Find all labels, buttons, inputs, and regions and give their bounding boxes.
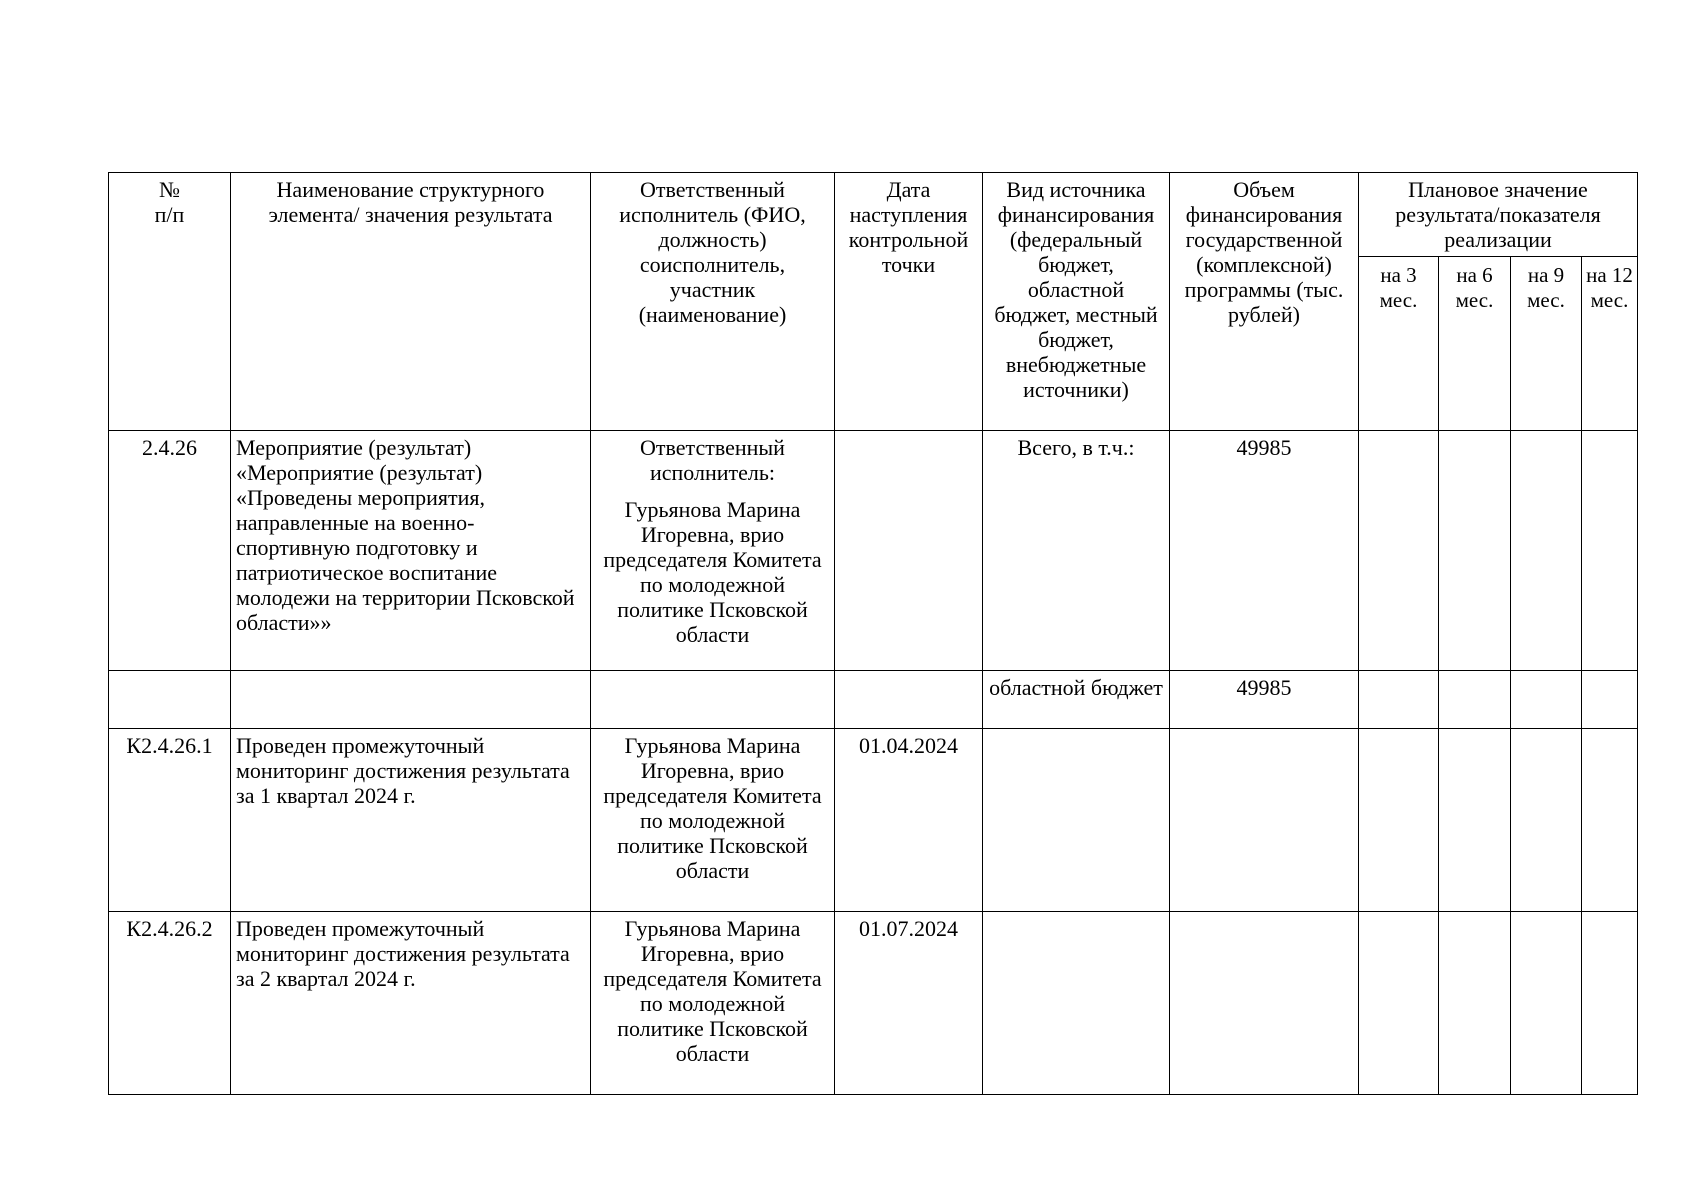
row-number	[109, 671, 231, 729]
row-number: 2.4.26	[109, 431, 231, 671]
header-source: Вид источника финансирования (федеральный бюджет, областной бюджет, местный бюджет, внебюджетные источники)	[983, 173, 1170, 431]
row-plan-9	[1511, 729, 1582, 912]
row-responsible: Гурьянова Марина Игоревна, врио председателя Комитета по молодежной политике Псковской области	[591, 729, 835, 912]
row-volume: 49985	[1170, 431, 1359, 671]
row-name: Мероприятие (результат) «Мероприятие (результат) «Проведены мероприятия, направленные на военно-спортивную подготовку и патриотическое воспитание молодежи на территории Псковской области»»	[231, 431, 591, 671]
row-volume	[1170, 912, 1359, 1095]
responsible-person: Гурьянова Марина Игоревна, врио председателя Комитета по молодежной политике Псковской области	[603, 497, 822, 647]
row-name: Проведен промежуточный мониторинг достижения результата за 2 квартал 2024 г.	[231, 912, 591, 1095]
row-source	[983, 912, 1170, 1095]
row-date	[835, 671, 983, 729]
header-plan: Плановое значение результата/показателя реализации	[1359, 173, 1638, 257]
plan-table	[108, 172, 1638, 1095]
table-row	[109, 729, 1638, 912]
row-plan-3	[1359, 671, 1439, 729]
header-plan-3: на 3 мес.	[1359, 257, 1439, 431]
header-date: Дата наступления контрольной точки	[835, 173, 983, 431]
row-number: К2.4.26.1	[109, 729, 231, 912]
row-source: областной бюджет	[983, 671, 1170, 729]
row-source: Всего, в т.ч.:	[983, 431, 1170, 671]
row-plan-3	[1359, 729, 1439, 912]
row-plan-6	[1439, 431, 1511, 671]
table-row	[109, 671, 1638, 729]
header-plan-9: на 9 мес.	[1511, 257, 1582, 431]
responsible-label: Ответственный исполнитель:	[640, 435, 785, 485]
row-date: 01.07.2024	[835, 912, 983, 1095]
header-volume: Объем финансирования государственной (комплексной) программы (тыс. рублей)	[1170, 173, 1359, 431]
header-plan-12: на 12 мес.	[1582, 257, 1638, 431]
row-plan-9	[1511, 431, 1582, 671]
table-row	[109, 912, 1638, 1095]
row-plan-6	[1439, 671, 1511, 729]
row-plan-6	[1439, 729, 1511, 912]
header-number: № п/п	[109, 173, 231, 431]
row-plan-3	[1359, 431, 1439, 671]
header-name: Наименование структурного элемента/ значения результата	[231, 173, 591, 431]
row-plan-12	[1582, 431, 1638, 671]
header-plan-6: на 6 мес.	[1439, 257, 1511, 431]
table-row	[109, 431, 1638, 671]
row-responsible	[591, 671, 835, 729]
row-plan-12	[1582, 912, 1638, 1095]
row-volume	[1170, 729, 1359, 912]
row-responsible: Гурьянова Марина Игоревна, врио председателя Комитета по молодежной политике Псковской области	[591, 912, 835, 1095]
row-plan-3	[1359, 912, 1439, 1095]
row-plan-12	[1582, 671, 1638, 729]
row-responsible	[591, 431, 835, 671]
header-responsible: Ответственный исполнитель (ФИО, должность) соисполнитель, участник (наименование)	[591, 173, 835, 431]
row-name	[231, 671, 591, 729]
row-plan-6	[1439, 912, 1511, 1095]
row-plan-9	[1511, 912, 1582, 1095]
row-plan-12	[1582, 729, 1638, 912]
row-name: Проведен промежуточный мониторинг достижения результата за 1 квартал 2024 г.	[231, 729, 591, 912]
row-date	[835, 431, 983, 671]
row-date: 01.04.2024	[835, 729, 983, 912]
row-plan-9	[1511, 671, 1582, 729]
row-source	[983, 729, 1170, 912]
row-number: К2.4.26.2	[109, 912, 231, 1095]
row-volume: 49985	[1170, 671, 1359, 729]
